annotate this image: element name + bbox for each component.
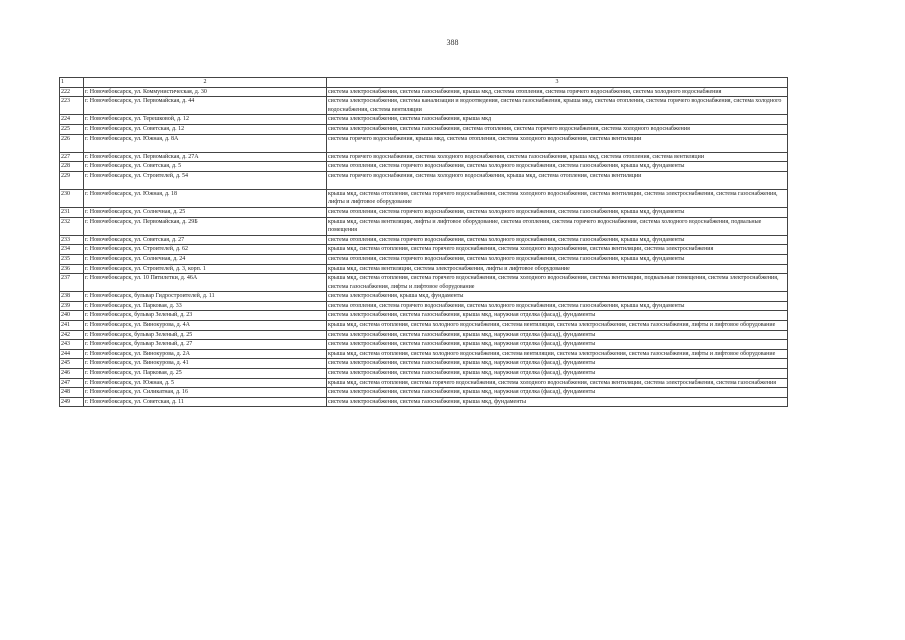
row-address: г. Новочебоксарск, ул. Советская, д. 27 — [84, 235, 327, 245]
row-address: г. Новочебоксарск, ул. Парковая, д. 25 — [84, 369, 327, 379]
row-address: г. Новочебоксарск, ул. Коммунистическая, д. 30 — [84, 87, 327, 97]
table-row — [60, 115, 788, 125]
table-row — [60, 171, 788, 189]
table-row — [60, 359, 788, 369]
row-address: г. Новочебоксарск, бульвар Зеленый, д. 23 — [84, 311, 327, 321]
table-row — [60, 97, 788, 115]
row-works: система электроснабжения, система газоснабжения, крыша мкд, система отопления, система горячего водоснабжения, система холодного водоснабжения — [327, 87, 788, 97]
row-number: 233 — [60, 235, 84, 245]
row-works: крыша мкд, система отопления, система горячего водоснабжения, система холодного водоснабжения, система вентиляции, система электроснабжения, система газоснабжения — [327, 378, 788, 388]
row-address: г. Новочебоксарск, ул. Советская, д. 12 — [84, 124, 327, 134]
row-number: 241 — [60, 321, 84, 331]
row-works: система электроснабжения, система газоснабжения, крыша мкд, наружная отделка (фасад), фундаменты — [327, 359, 788, 369]
row-number: 248 — [60, 388, 84, 398]
row-works: система электроснабжения, система газоснабжения, крыша мкд, наружная отделка (фасад), фундаменты — [327, 388, 788, 398]
header-col-works: 3 — [327, 78, 788, 88]
row-address: г. Новочебоксарск, ул. Советская, д. 5 — [84, 162, 327, 172]
row-works: крыша мкд, система вентиляции, система электроснабжения, лифты и лифтовое оборудование — [327, 264, 788, 274]
row-address: г. Новочебоксарск, ул. Строителей, д. 54 — [84, 171, 327, 189]
table-row — [60, 87, 788, 97]
table-row — [60, 235, 788, 245]
row-address: г. Новочебоксарск, бульвар Зеленый, д. 25 — [84, 330, 327, 340]
table-row — [60, 301, 788, 311]
row-works: система электроснабжения, система газоснабжения, крыша мкд, фундаменты — [327, 397, 788, 407]
row-number: 224 — [60, 115, 84, 125]
row-address: г. Новочебоксарск, бульвар Зеленый, д. 27 — [84, 340, 327, 350]
row-works: система отопления, система горячего водоснабжения, система холодного водоснабжения, система газоснабжения, крыша мкд, фундаменты — [327, 254, 788, 264]
table-row — [60, 254, 788, 264]
row-works: система электроснабжения, система газоснабжения, крыша мкд — [327, 115, 788, 125]
row-works: крыша мкд, система отопления, система горячего водоснабжения, система холодного водоснабжения, система вентиляции, система электроснабжения — [327, 245, 788, 255]
row-number: 245 — [60, 359, 84, 369]
table-row — [60, 245, 788, 255]
row-address: г. Новочебоксарск, ул. Южная, д. 8А — [84, 134, 327, 152]
row-number: 249 — [60, 397, 84, 407]
row-number: 234 — [60, 245, 84, 255]
table-row — [60, 207, 788, 217]
row-works: система горячего водоснабжения, система холодного водоснабжения, крыша мкд, система отопления, система вентиляции — [327, 171, 788, 189]
row-number: 236 — [60, 264, 84, 274]
row-works: крыша мкд, система отопления, система горячего водоснабжения, система холодного водоснабжения, система вентиляции, подвальные помещения, система электроснабжения, система газоснабжения, лифты и лифтовое оборудование — [327, 274, 788, 292]
row-number: 235 — [60, 254, 84, 264]
table-header-row — [60, 78, 788, 88]
row-address: г. Новочебоксарск, ул. Терешковой, д. 12 — [84, 115, 327, 125]
row-works: система отопления, система горячего водоснабжения, система холодного водоснабжения, система газоснабжения, крыша мкд, фундаменты — [327, 235, 788, 245]
row-number: 244 — [60, 349, 84, 359]
row-works: система электроснабжения, система газоснабжения, крыша мкд, наружная отделка (фасад), фундаменты — [327, 311, 788, 321]
row-address: г. Новочебоксарск, ул. Винокурова, д. 4А — [84, 321, 327, 331]
table-row — [60, 330, 788, 340]
row-works: система электроснабжения, система газоснабжения, система отопления, система горячего водоснабжения, система холодного водоснабжения — [327, 124, 788, 134]
row-number: 242 — [60, 330, 84, 340]
row-address: г. Новочебоксарск, ул. Советская, д. 11 — [84, 397, 327, 407]
header-col-number: 1 — [60, 78, 84, 88]
row-number: 246 — [60, 369, 84, 379]
row-number: 228 — [60, 162, 84, 172]
table-row — [60, 378, 788, 388]
row-works: система горячего водоснабжения, система холодного водоснабжения, система газоснабжения, крыша мкд, система отопления, система вентиляции — [327, 152, 788, 162]
row-works: система электроснабжения, система газоснабжения, крыша мкд, наружная отделка (фасад), фундаменты — [327, 340, 788, 350]
table-row — [60, 349, 788, 359]
page-number: 388 — [446, 38, 459, 47]
row-address: г. Новочебоксарск, ул. Парковая, д. 33 — [84, 301, 327, 311]
row-address: г. Новочебоксарск, ул. Первомайская, д. 27А — [84, 152, 327, 162]
row-address: г. Новочебоксарск, ул. Строителей, д. 62 — [84, 245, 327, 255]
works-table — [59, 77, 788, 407]
row-number: 232 — [60, 217, 84, 235]
row-number: 231 — [60, 207, 84, 217]
table-row — [60, 124, 788, 134]
row-number: 239 — [60, 301, 84, 311]
row-number: 230 — [60, 189, 84, 207]
row-address: г. Новочебоксарск, ул. 10 Пятилетки, д. 46А — [84, 274, 327, 292]
row-address: г. Новочебоксарск, ул. Винокурова, д. 41 — [84, 359, 327, 369]
row-number: 222 — [60, 87, 84, 97]
table-row — [60, 340, 788, 350]
table-row — [60, 388, 788, 398]
row-works: система электроснабжения, система газоснабжения, крыша мкд, наружная отделка (фасад), фундаменты — [327, 369, 788, 379]
table-row — [60, 217, 788, 235]
table-row — [60, 321, 788, 331]
row-address: г. Новочебоксарск, ул. Южная, д. 18 — [84, 189, 327, 207]
row-number: 243 — [60, 340, 84, 350]
row-works: крыша мкд, система отопления, система холодного водоснабжения, система вентиляции, система электроснабжения, система газоснабжения, лифты и лифтовое оборудование — [327, 321, 788, 331]
table-row — [60, 189, 788, 207]
table-row — [60, 397, 788, 407]
row-number: 229 — [60, 171, 84, 189]
row-works: система отопления, система горячего водоснабжения, система холодного водоснабжения, система газоснабжения, крыша мкд, фундаменты — [327, 162, 788, 172]
row-works: система электроснабжения, система газоснабжения, крыша мкд, наружная отделка (фасад), фундаменты — [327, 330, 788, 340]
row-address: г. Новочебоксарск, ул. Солнечная, д. 24 — [84, 254, 327, 264]
row-address: г. Новочебоксарск, ул. Винокурова, д. 2А — [84, 349, 327, 359]
row-address: г. Новочебоксарск, ул. Солнечная, д. 25 — [84, 207, 327, 217]
row-works: система электроснабжения, система канализации и водоотведения, система газоснабжения, крыша мкд, система отопления, система горячего водоснабжения, система холодного водоснабжения, система вентиляции — [327, 97, 788, 115]
row-address: г. Новочебоксарск, ул. Строителей, д. 3, корп. 1 — [84, 264, 327, 274]
row-address: г. Новочебоксарск, ул. Силикатная, д. 16 — [84, 388, 327, 398]
works-table-body — [60, 78, 788, 407]
row-address: г. Новочебоксарск, ул. Южная, д. 5 — [84, 378, 327, 388]
row-address: г. Новочебоксарск, ул. Первомайская, д. 44 — [84, 97, 327, 115]
row-works: система горячего водоснабжения, крыша мкд, система отопления, система холодного водоснабжения, система вентиляции — [327, 134, 788, 152]
table-row — [60, 134, 788, 152]
table-row — [60, 311, 788, 321]
row-number: 225 — [60, 124, 84, 134]
row-number: 240 — [60, 311, 84, 321]
table-row — [60, 152, 788, 162]
table-row — [60, 369, 788, 379]
table-row — [60, 274, 788, 292]
row-number: 247 — [60, 378, 84, 388]
table-row — [60, 264, 788, 274]
row-works: система отопления, система горячего водоснабжения, система холодного водоснабжения, система газоснабжения, крыша мкд, фундаменты — [327, 207, 788, 217]
table-row — [60, 162, 788, 172]
row-works: крыша мкд, система отопления, система горячего водоснабжения, система холодного водоснабжения, система вентиляции, система электроснабжения, система газоснабжения, лифты и лифтовое оборудование — [327, 189, 788, 207]
row-address: г. Новочебоксарск, бульвар Гидростроителей, д. 11 — [84, 292, 327, 302]
row-number: 223 — [60, 97, 84, 115]
header-col-address: 2 — [84, 78, 327, 88]
row-works: система отопления, система горячего водоснабжения, система холодного водоснабжения, система газоснабжения, крыша мкд, фундаменты — [327, 301, 788, 311]
row-number: 226 — [60, 134, 84, 152]
row-number: 238 — [60, 292, 84, 302]
row-works: крыша мкд, система вентиляции, лифты и лифтовое оборудование, система отопления, система горячего водоснабжения, система холодного водоснабжения, подвальные помещения — [327, 217, 788, 235]
row-works: крыша мкд, система отопления, система холодного водоснабжения, система вентиляции, система электроснабжения, система газоснабжения, лифты и лифтовое оборудование — [327, 349, 788, 359]
row-works: система электроснабжения, крыша мкд, фундаменты — [327, 292, 788, 302]
row-number: 227 — [60, 152, 84, 162]
table-row — [60, 292, 788, 302]
row-address: г. Новочебоксарск, ул. Первомайская, д. 29Б — [84, 217, 327, 235]
row-number: 237 — [60, 274, 84, 292]
